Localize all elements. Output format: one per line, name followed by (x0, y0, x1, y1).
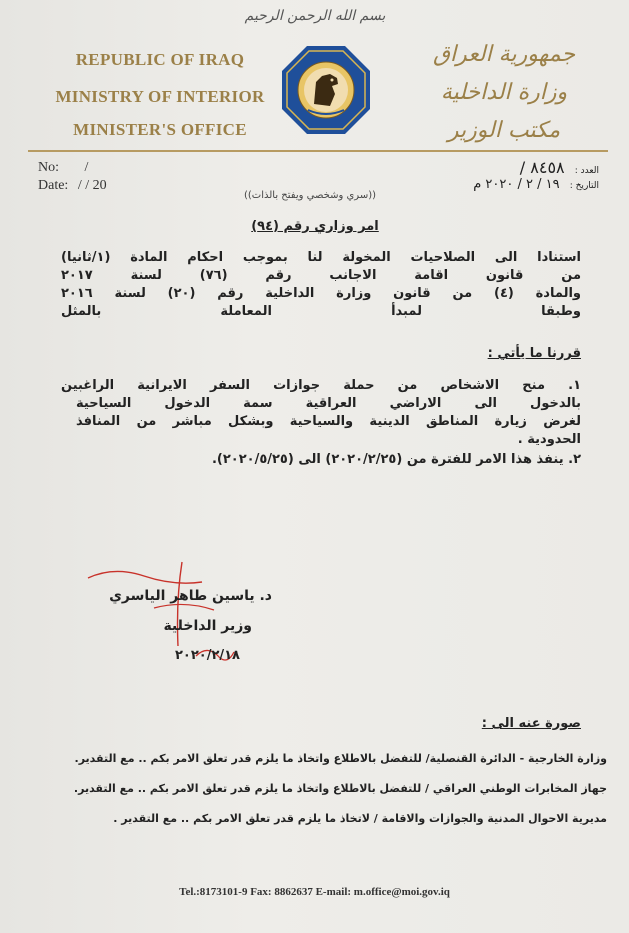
ar-number-field (399, 158, 599, 177)
footer-contact: Tel.:8173101-9 Fax: 8862637 E-mail: m.office@moi.gov.iq (179, 886, 450, 898)
header-ar-ministry: وزارة الداخلية (440, 80, 568, 105)
number-label: No: (38, 160, 59, 175)
number-field (38, 160, 88, 176)
ministry-emblem-icon (280, 44, 372, 136)
classification: ((سري وشخصي ويفتح بالذات)) (244, 190, 376, 201)
ar-number-value: ٨٤٥٨ / (519, 158, 565, 177)
item-line: بالدخول الى الاراضي العراقية سمة الدخول السياحية (76, 396, 581, 411)
date-label: Date: (38, 178, 69, 193)
preamble-line: والمادة (٤) من قانون وزارة الداخلية رقم (٢٠) لسنة ٢٠١٦ (61, 286, 581, 301)
header-ministry: MINISTRY OF INTERIOR (55, 87, 265, 106)
date-field (38, 178, 107, 194)
header-ar-office: مكتب الوزير (447, 118, 561, 143)
preamble-line: استنادا الى الصلاحيات المخولة لنا بموجب احكام المادة (١/ثانيا) (61, 250, 581, 265)
header-republic: REPUBLIC OF IRAQ (75, 50, 245, 69)
item-line: ٢. ينفذ هذا الامر للفترة من (٢٠٢٠/٢/٢٥) الى (٢٠٢٠/٥/٢٥). (211, 452, 581, 467)
cc-label: صورة عنه الى : (481, 716, 581, 731)
header-office: MINISTER'S OFFICE (73, 120, 247, 139)
number-value: / (84, 160, 89, 175)
header-divider (28, 150, 608, 152)
signatory-title: وزير الداخلية (163, 618, 252, 634)
item-line: ١. منح الاشخاص من حملة جوازات السفر الايرانية الراغبين (61, 378, 581, 393)
basmala: بسم الله الرحمن الرحيم (244, 8, 386, 24)
item-line: الحدودية . (517, 432, 581, 447)
date-value: / / 20 (77, 178, 107, 193)
ar-date-value: ١٩ / ٢ / ٢٠٢٠ م (473, 177, 560, 192)
preamble-line: من قانون اقامة الاجانب رقم (٧٦) لسنة ٢٠١٧ (61, 268, 582, 283)
cc-item: مديرية الاحوال المدنية والجوازات والاقامة / لاتخاذ ما يلزم قدر تعلق الامر بكم .. مع التقدير . (113, 812, 607, 825)
header-ar-republic: جمهورية العراق (432, 42, 576, 67)
item-line: لغرض زيارة المناطق الدينية والسياحية وبشكل مباشر من المنافذ (76, 414, 581, 429)
order-title: امر وزاري رقم (٩٤) (251, 219, 379, 234)
signature-date: ٢٠٢٠/٢/١٨ (174, 648, 240, 663)
ar-date-label: التاريخ : (569, 181, 599, 191)
signatory-name: د. ياسين طاهر الياسري (109, 588, 272, 604)
ar-date-field (399, 177, 599, 192)
cc-item: جهاز المخابرات الوطني العراقي / للتفضل بالاطلاع واتخاذ ما يلزم قدر تعلق الامر بكم .. مع التقدير. (73, 782, 607, 795)
ar-number-label: العدد : (574, 166, 599, 176)
decided-label: قررنا ما يأتي : (487, 346, 581, 361)
preamble-line: وطبقا لمبدأ المعاملة بالمثل (61, 304, 581, 319)
cc-item: وزارة الخارجية - الدائرة القنصلية/ للتفضل بالاطلاع واتخاذ ما يلزم قدر تعلق الامر بكم .. مع التقدير. (74, 752, 607, 765)
